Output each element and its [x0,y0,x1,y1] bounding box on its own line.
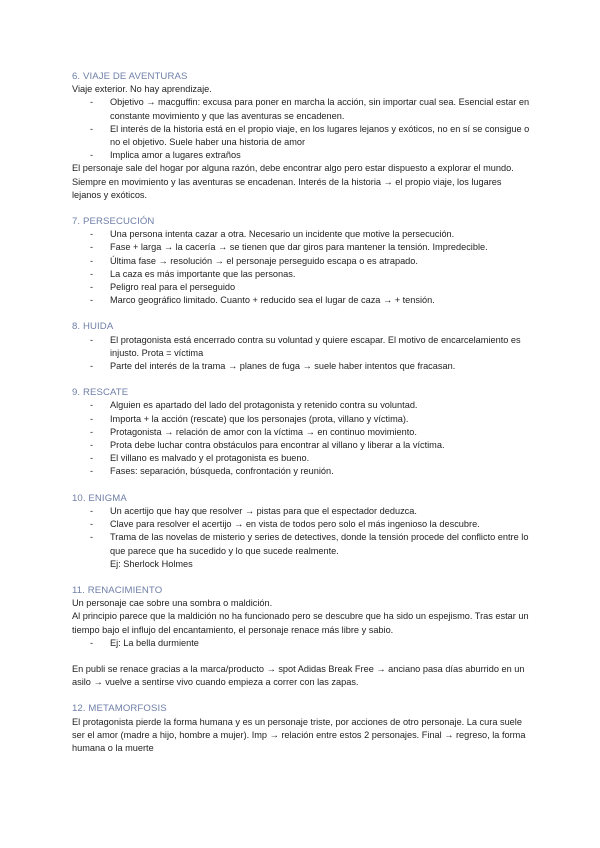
bullet-list [72,637,532,650]
list-item: - Prota debe luchar contra obstáculos para encontrar al villano y liberar a la víctima. [72,439,532,452]
list-item: - Protagonista → relación de amor con la víctima → en continuo movimiento. [72,426,532,439]
section-enigma [72,492,532,571]
bullet-list [72,96,532,162]
bullet-list [72,334,532,374]
bullet-list [72,505,532,571]
section-huida [72,320,532,373]
section-heading: 12. METAMORFOSIS [72,703,167,715]
section-intro: Viaje exterior. No hay aprendizaje. [72,84,212,95]
section-outro: En publi se renace gracias a la marca/producto → spot Adidas Break Free → anciano pasa días aburrido en un asilo → vuelve a sentirse vivo cuando empieza a correr con las zapas. [72,663,525,688]
section-outro: El personaje sale del hogar por alguna razón, debe encontrar algo pero estar dispuesto a explorar el mundo. Siempre en movimiento y las aventuras se encadenan. Interés de la historia → el propio viaje, los lugares lejanos y exóticos. [72,163,514,200]
list-item: - Última fase → resolución → el personaje perseguido escapa o es atrapado. [72,255,532,268]
list-item: - La caza es más importante que las personas. [72,268,532,281]
section-intro: El protagonista pierde la forma humana y es un personaje triste, por acciones de otro personaje. La cura suele ser el amor (madre a hijo, hombre a mujer). Imp → relación entre estos 2 personajes. Final → regreso, la forma humana o la muerte [72,716,526,753]
bullet-list [72,399,532,478]
section-metamorfosis [72,702,532,755]
list-item: - Ej: La bella durmiente [72,637,532,650]
section-heading: 10. ENIGMA [72,492,127,504]
list-item: - Fases: separación, búsqueda, confrontación y reunión. [72,465,532,478]
section-persecucion [72,215,532,307]
list-item: - Implica amor a lugares extraños [72,149,532,162]
section-rescate [72,386,532,478]
list-item: - Una persona intenta cazar a otra. Necesario un incidente que motive la persecución. [72,228,532,241]
section-heading: 11. RENACIMIENTO [72,584,163,596]
list-item: - Fase + larga → la cacería → se tienen que dar giros para mantener la tensión. Impredecible. [72,241,532,254]
list-item: - Importa + la acción (rescate) que los personajes (prota, villano y víctima). [72,413,532,426]
list-item: - Objetivo → macguffin: excusa para poner en marcha la acción, sin importar cual sea. Esencial estar en constante movimiento y que las aventuras se encadenen. [72,96,532,122]
section-heading: 7. PERSECUCIÓN [72,216,155,228]
list-item: - Un acertijo que hay que resolver → pistas para que el espectador deduzca. [72,505,532,518]
list-item: - El villano es malvado y el protagonista es bueno. [72,452,532,465]
bullet-list [72,228,532,307]
list-item: - Marco geográfico limitado. Cuanto + reducido sea el lugar de caza → + tensión. [72,294,532,307]
list-item: - Alguien es apartado del lado del protagonista y retenido contra su voluntad. [72,399,532,412]
list-item: - Parte del interés de la trama → planes de fuga → suele haber intentos que fracasan. [72,360,532,373]
list-item: - Trama de las novelas de misterio y series de detectives, donde la tensión procede del conflicto entre lo que parece que ha sucedido y lo que sucede realmente. Ej: Sherlock Holmes [72,531,532,571]
document-body [72,70,532,755]
section-heading: 9. RESCATE [72,387,129,399]
list-item: - El protagonista está encerrado contra su voluntad y quiere escapar. El motivo de encarcelamiento es injusto. Prota = víctima [72,334,532,360]
section-viaje-de-aventuras [72,70,532,202]
section-renacimiento [72,584,532,689]
list-item: - Clave para resolver el acertijo → en vista de todos pero solo el más ingenioso la descubre. [72,518,532,531]
section-intro: Un personaje cae sobre una sombra o maldición. Al principio parece que la maldición no ha funcionado pero se descubre que ha sido un espejismo. Tras estar un tiempo bajo el influjo del encantamiento, el personaje renace más libre y sabio. [72,598,529,635]
list-item: - Peligro real para el perseguido [72,281,532,294]
list-item: - El interés de la historia está en el propio viaje, en los lugares lejanos y exóticos, no en sí se consigue o no el objetivo. Suele haber una historia de amor [72,123,532,149]
section-heading: 8. HUIDA [72,321,114,333]
section-heading: 6. VIAJE DE AVENTURAS [72,71,188,82]
